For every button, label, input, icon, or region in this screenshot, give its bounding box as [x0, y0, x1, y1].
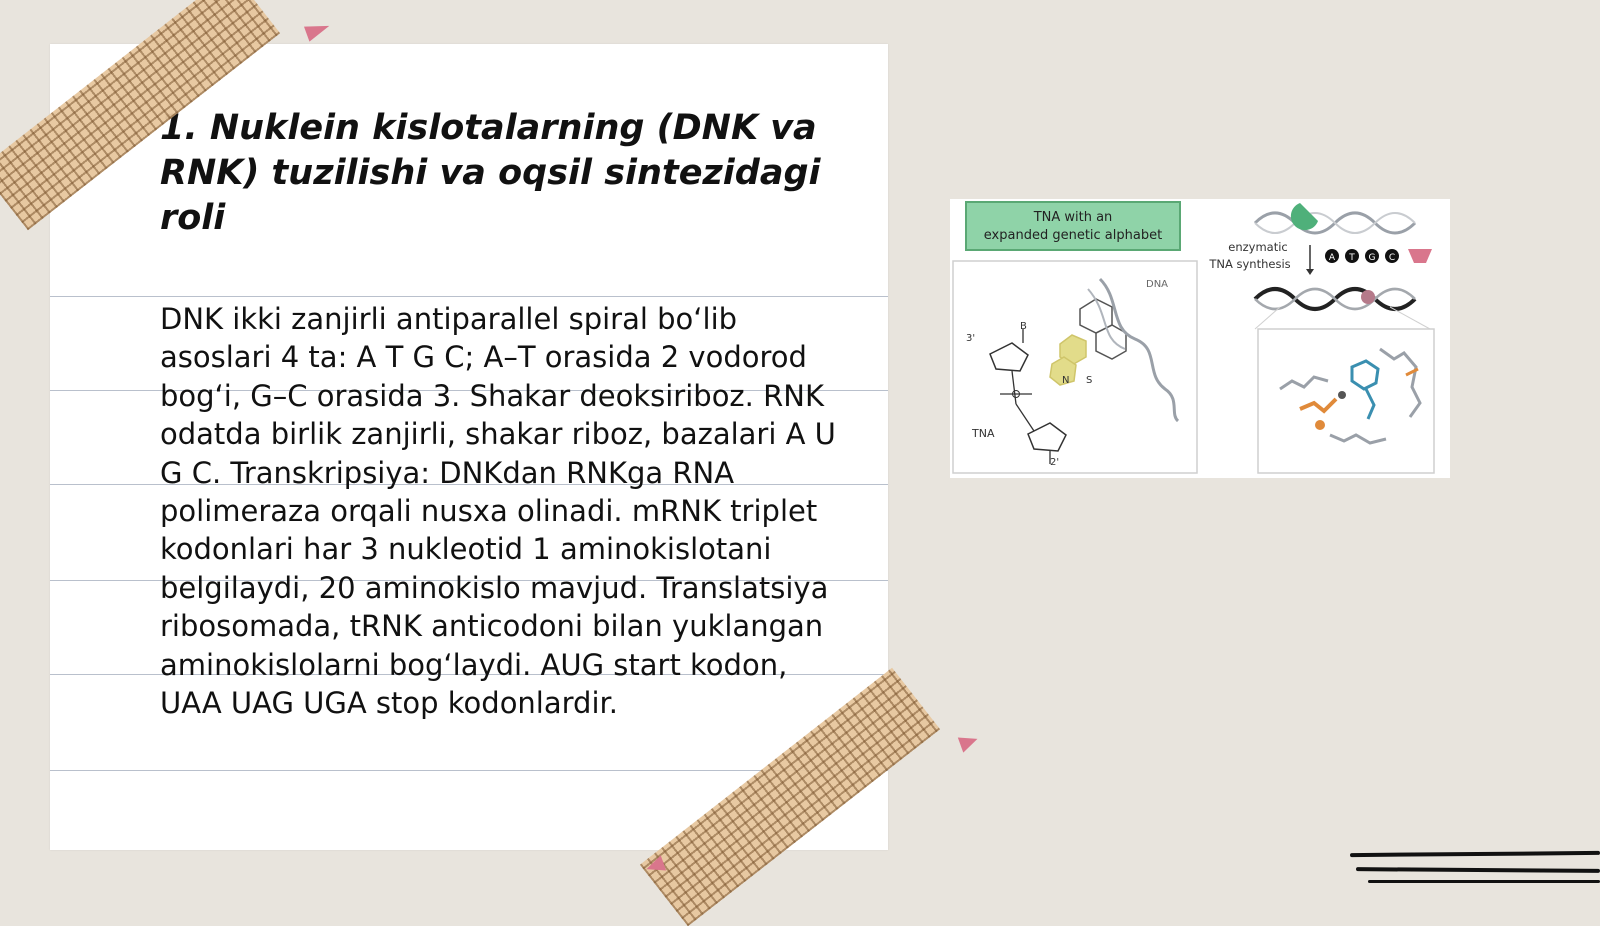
paper-rule [50, 296, 888, 297]
zoom-line-left [1255, 307, 1280, 329]
slide-title: 1. Nuklein kislotalarning (DNK va RNK) tuzilishi va oqsil sintezidagi roli [160, 108, 821, 238]
base-letter-g: G [1368, 253, 1376, 263]
base-letter-c: C [1388, 253, 1396, 263]
label-b: B [1020, 321, 1027, 332]
tna-header-line2: expanded genetic alphabet [983, 228, 1163, 243]
slide-body-text: DNK ikki zanjirli antiparallel spiral bo‘lib asoslari 4 ta: A T G C; A–T orasida 2 vodorod bog‘i, G–C orasida 3. Shakar deoksiriboz. RNK odatda birlik zanjirli, shakar riboz, bazalari A U G C. Transkripsiya: DNKdan RNKga RNA polimeraza orqali nusxa olinadi. mRNK triplet kodonlari har 3 nukleotid 1 aminokislotani belgilaydi, 20 aminokislo mavjud. Translatsiya ribosomada, tRNK anticodoni bilan yuklangan aminokislolarni bog‘laydi. AUG start kodon, UAA UAG UGA stop kodonlardir. [160, 302, 836, 721]
cup-icon [1408, 249, 1432, 263]
tna-helix-bottom-back [1255, 289, 1415, 309]
arrow-label-line1: enzymatic [1228, 240, 1288, 254]
label-s: S [1086, 375, 1093, 386]
tna-diagram [950, 199, 1450, 478]
pin-tip-top [304, 18, 332, 41]
label-n: N [1062, 375, 1070, 386]
base-letter-t: T [1349, 253, 1355, 263]
model-panel [1258, 329, 1434, 473]
arrow-label-line2: TNA synthesis [1209, 257, 1291, 271]
synthesis-arrowhead [1306, 269, 1314, 275]
tna-figure [950, 199, 1450, 478]
highlighted-base [1361, 290, 1375, 304]
tna-helix-top-back [1255, 213, 1415, 233]
polymerase-icon [1291, 203, 1318, 230]
pin-tip-bottom [958, 731, 980, 752]
label-dna: DNA [1146, 279, 1169, 290]
label-2prime: 2' [1050, 457, 1060, 468]
note-paper [50, 44, 888, 850]
decorative-stripes [1350, 848, 1600, 888]
tna-header-line1: TNA with an [1033, 210, 1113, 225]
label-3prime: 3' [966, 333, 976, 344]
base-letter-a: A [1328, 253, 1336, 263]
label-tna: TNA [972, 427, 995, 440]
zoom-line-right [1390, 307, 1430, 329]
